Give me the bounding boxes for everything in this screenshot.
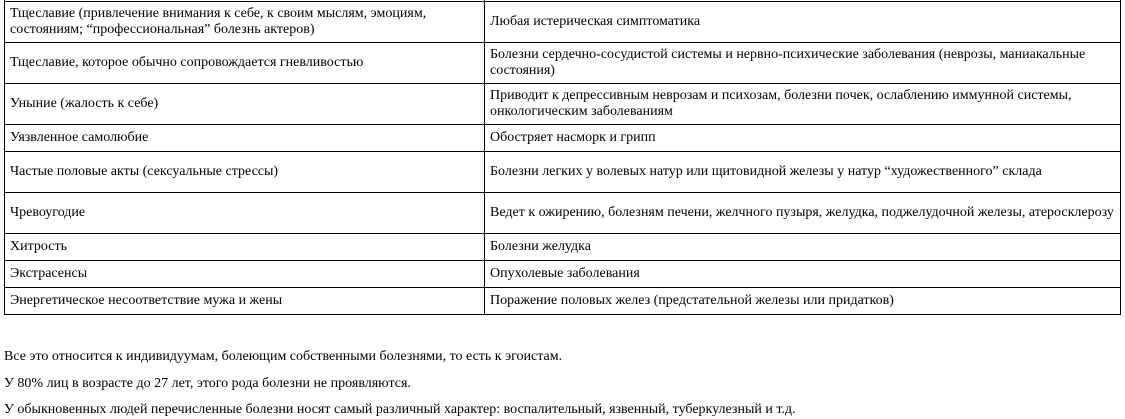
table-row <box>5 193 1121 234</box>
table-cell-cause: Тщеславие, которое обычно сопровождается гневливостью <box>5 43 485 84</box>
table-cell-cause: Тщеславие (привлечение внимания к себе, к своим мыслям, эмоциям, состояниям; “профессиональная” болезнь актеров) <box>5 2 485 43</box>
table-cell-cause: Хитрость <box>5 234 485 261</box>
table-cell-effect: Поражение половых желез (предстательной железы или придатков) <box>485 288 1121 315</box>
table-cell-cause: Экстрасенсы <box>5 261 485 288</box>
paragraph: Все это относится к индивидуумам, болеющим собственными болезнями, то есть к эгоистам. <box>4 349 563 364</box>
table-cell-effect: Любая истерическая симптоматика <box>485 2 1121 43</box>
table-row <box>5 234 1121 261</box>
table-cell-cause: Энергетическое несоответствие мужа и жены <box>5 288 485 315</box>
paragraph: У обыкновенных людей перечисленные болезни носят самый различный характер: воспалительный, язвенный, туберкулезный и т.д. <box>4 402 796 417</box>
table-cell-cause: Уязвленное самолюбие <box>5 125 485 152</box>
table-row <box>5 288 1121 315</box>
table-cell-effect: Опухолевые заболевания <box>485 261 1121 288</box>
table-row <box>5 125 1121 152</box>
table-cell-cause: Чревоугодие <box>5 193 485 234</box>
table-row <box>5 84 1121 125</box>
table-cell-effect: Ведет к ожирению, болезням печени, желчного пузыря, желудка, поджелудочной железы, атеросклерозу <box>485 193 1121 234</box>
table-cell-cause: Уныние (жалость к себе) <box>5 84 485 125</box>
table-cell-effect: Болезни сердечно-сосудистой системы и нервно-психические заболевания (неврозы, маниакальные состояния) <box>485 43 1121 84</box>
table-row <box>5 152 1121 193</box>
table-row <box>5 43 1121 84</box>
table-cell-effect: Обостряет насморк и грипп <box>485 125 1121 152</box>
table-row <box>5 2 1121 43</box>
table-cell-effect: Болезни легких у волевых натур или щитовидной железы у натур “художественного” склада <box>485 152 1121 193</box>
table-cell-effect: Приводит к депрессивным неврозам и психозам, болезни почек, ослаблению иммунной системы, онкологическим заболеваниям <box>485 84 1121 125</box>
table-cell-effect: Болезни желудка <box>485 234 1121 261</box>
table-row <box>5 261 1121 288</box>
table-cell-cause: Частые половые акты (сексуальные стрессы) <box>5 152 485 193</box>
ailments-table <box>4 0 1121 315</box>
paragraph: У 80% лиц в возрасте до 27 лет, этого рода болезни не проявляются. <box>4 376 411 391</box>
